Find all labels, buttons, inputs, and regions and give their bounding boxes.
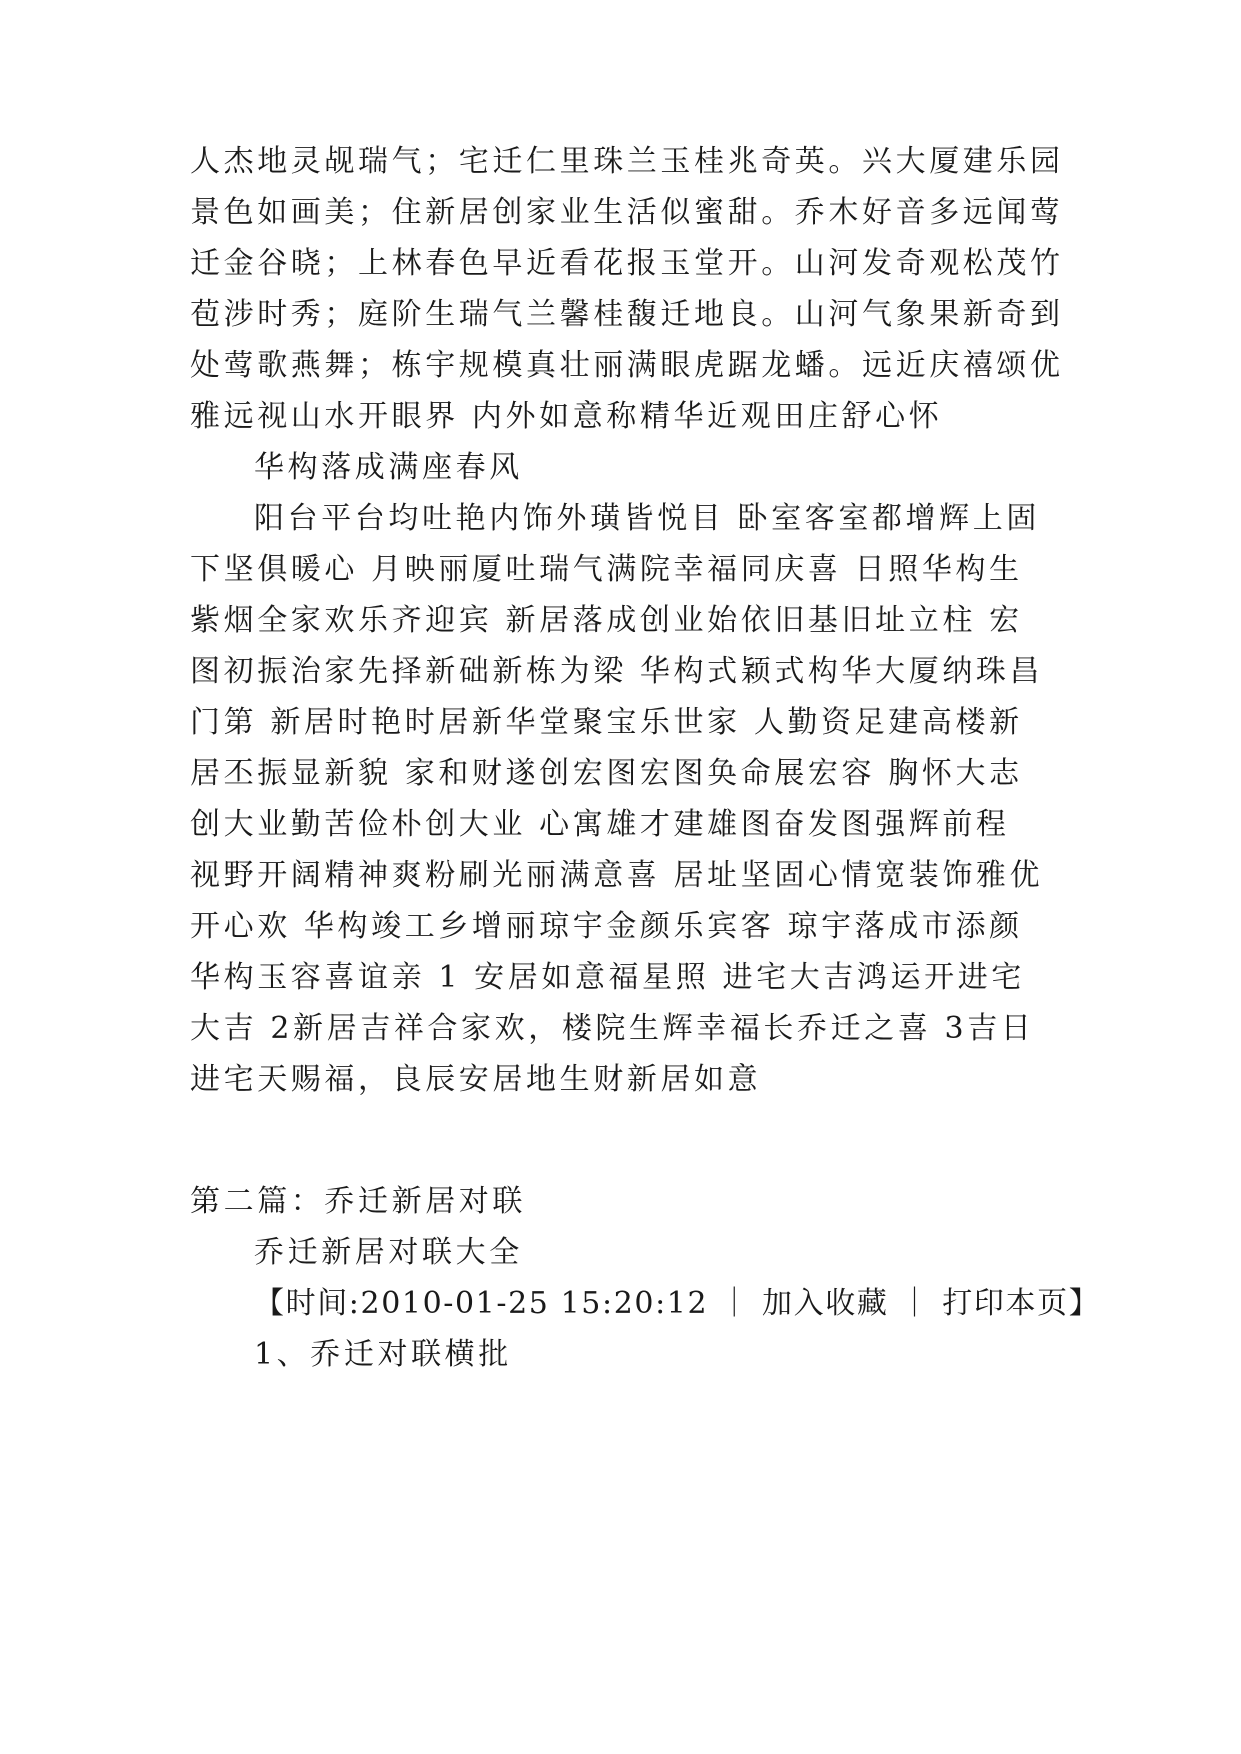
paragraph-2-line-12: 进宅天赐福，良辰安居地生财新居如意 (190, 1062, 762, 1097)
paragraph-2-line-4: 图初振治家先择新础新栋为梁 华构式颖式构华大厦纳珠昌 (190, 654, 1044, 689)
paragraph-1-line-5: 处莺歌燕舞；栋宇规模真壮丽满眼虎踞龙蟠。远近庆禧颂优 (190, 348, 1064, 383)
paragraph-1-line-2: 景色如画美；住新居创家业生活似蜜甜。乔木好音多远闻莺 (190, 195, 1064, 230)
paragraph-2-line-11: 大吉 2新居吉祥合家欢，楼院生辉幸福长乔迁之喜 3吉日 (190, 1011, 1035, 1046)
subheading-1: 华构落成满座春风 (254, 450, 523, 485)
paragraph-2-line-6: 居丕振显新貌 家和财遂创宏图宏图奂命展宏容 胸怀大志 (190, 756, 1023, 791)
paragraph-2-line-9: 开心欢 华构竣工乡增丽琼宇金颜乐宾客 琼宇落成市添颜 (190, 909, 1023, 944)
section-heading: 第二篇：乔迁新居对联 (190, 1184, 526, 1219)
paragraph-1-line-1: 人杰地灵觇瑞气；宅迁仁里珠兰玉桂兆奇英。兴大厦建乐园 (190, 144, 1064, 179)
section-subtitle: 乔迁新居对联大全 (254, 1235, 523, 1270)
paragraph-2-line-5: 门第 新居时艳时居新华堂聚宝乐世家 人勤资足建高楼新 (190, 705, 1023, 740)
paragraph-1-line-4: 苞涉时秀；庭阶生瑞气兰馨桂馥迁地良。山河气象果新奇到 (190, 297, 1064, 332)
paragraph-2-line-1: 阳台平台均吐艳内饰外璜皆悦目 卧室客室都增辉上固 (254, 501, 1040, 536)
paragraph-2-line-3: 紫烟全家欢乐齐迎宾 新居落成创业始依旧基旧址立柱 宏 (190, 603, 1023, 638)
paragraph-1-line-3: 迁金谷晓；上林春色早近看花报玉堂开。山河发奇观松茂竹 (190, 246, 1064, 281)
paragraph-2-line-10: 华构玉容喜谊亲 1 安居如意福星照 进宅大吉鸿运开进宅 (190, 960, 1025, 995)
paragraph-2-line-2: 下坚俱暖心 月映丽厦吐瑞气满院幸福同庆喜 日照华构生 (190, 552, 1023, 587)
meta-line: 【时间:2010-01-25 15:20:12 ｜ 加入收藏 ｜ 打印本页】 (254, 1286, 1101, 1321)
paragraph-2-line-7: 创大业勤苦俭朴创大业 心寓雄才建雄图奋发图强辉前程 (190, 807, 1010, 842)
paragraph-2-line-8: 视野开阔精神爽粉刷光丽满意喜 居址坚固心情宽装饰雅优 (190, 858, 1044, 893)
paragraph-1-line-6: 雅远视山水开眼界 内外如意称精华近观田庄舒心怀 (190, 399, 943, 434)
list-item-1: 1、乔迁对联横批 (254, 1337, 512, 1372)
